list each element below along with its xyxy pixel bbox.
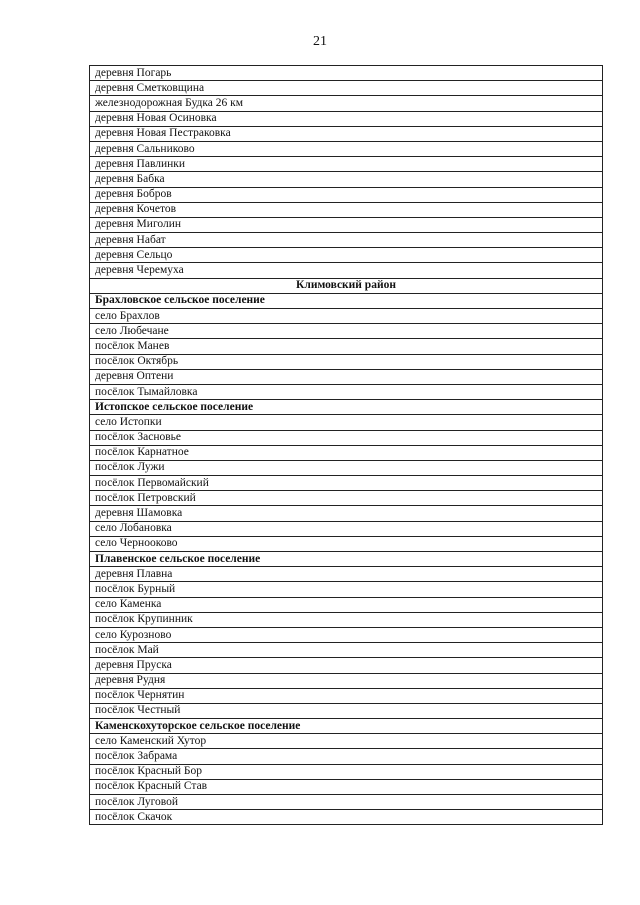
district-name: Климовский район — [90, 278, 603, 293]
settlement-name: деревня Кочетов — [90, 202, 603, 217]
settlement-row — [90, 263, 603, 278]
settlement-row — [90, 597, 603, 612]
settlement-row — [90, 749, 603, 764]
settlement-row — [90, 233, 603, 248]
settlement-row — [90, 96, 603, 111]
settlement-name: посёлок Крупинник — [90, 612, 603, 627]
settlement-row — [90, 445, 603, 460]
settlement-name: деревня Плавна — [90, 567, 603, 582]
settlement-row — [90, 354, 603, 369]
settlement-row — [90, 703, 603, 718]
settlement-row — [90, 126, 603, 141]
settlement-name: деревня Бобров — [90, 187, 603, 202]
settlement-row — [90, 795, 603, 810]
settlement-name: село Лобановка — [90, 521, 603, 536]
council-name: Брахловское сельское поселение — [90, 293, 603, 308]
settlement-name: посёлок Красный Бор — [90, 764, 603, 779]
settlement-name: деревня Бабка — [90, 172, 603, 187]
settlement-row — [90, 627, 603, 642]
settlement-name: деревня Новая Осиновка — [90, 111, 603, 126]
settlement-row — [90, 324, 603, 339]
settlement-name: село Брахлов — [90, 309, 603, 324]
settlement-name: деревня Набат — [90, 233, 603, 248]
settlement-name: посёлок Красный Став — [90, 779, 603, 794]
settlement-row — [90, 460, 603, 475]
settlement-name: деревня Сельцо — [90, 248, 603, 263]
settlement-name: посёлок Чернятин — [90, 688, 603, 703]
settlement-name: деревня Сальниково — [90, 141, 603, 156]
settlement-row — [90, 688, 603, 703]
settlement-row — [90, 339, 603, 354]
settlement-name: посёлок Забрама — [90, 749, 603, 764]
settlement-name: посёлок Май — [90, 643, 603, 658]
settlement-row — [90, 111, 603, 126]
settlement-name: деревня Рудня — [90, 673, 603, 688]
settlement-name: посёлок Бурный — [90, 582, 603, 597]
settlement-name: посёлок Октябрь — [90, 354, 603, 369]
settlement-row — [90, 172, 603, 187]
settlement-row — [90, 521, 603, 536]
district-heading-row — [90, 278, 603, 293]
settlement-row — [90, 658, 603, 673]
settlement-name: деревня Оптени — [90, 369, 603, 384]
council-name: Каменскохуторское сельское поселение — [90, 719, 603, 734]
settlement-row — [90, 415, 603, 430]
settlement-row — [90, 567, 603, 582]
settlement-name: деревня Миголин — [90, 217, 603, 232]
settlement-name: деревня Погарь — [90, 66, 603, 81]
settlement-name: посёлок Луговой — [90, 795, 603, 810]
settlement-row — [90, 643, 603, 658]
settlement-row — [90, 673, 603, 688]
settlement-row — [90, 369, 603, 384]
settlement-name: деревня Пруска — [90, 658, 603, 673]
settlement-row — [90, 810, 603, 825]
settlement-row — [90, 764, 603, 779]
settlement-council-row — [90, 400, 603, 415]
settlement-row — [90, 81, 603, 96]
settlement-name: деревня Черемуха — [90, 263, 603, 278]
settlement-row — [90, 612, 603, 627]
settlement-row — [90, 66, 603, 81]
settlement-row — [90, 248, 603, 263]
settlement-row — [90, 476, 603, 491]
settlement-name: село Каменка — [90, 597, 603, 612]
page-number: 21 — [313, 34, 327, 49]
council-name: Истопское сельское поселение — [90, 400, 603, 415]
settlement-row — [90, 506, 603, 521]
settlement-name: деревня Павлинки — [90, 157, 603, 172]
settlement-name: деревня Новая Пестраковка — [90, 126, 603, 141]
settlement-row — [90, 779, 603, 794]
settlement-row — [90, 430, 603, 445]
settlement-row — [90, 309, 603, 324]
settlement-name: посёлок Петровский — [90, 491, 603, 506]
settlement-row — [90, 491, 603, 506]
settlement-name: посёлок Лужи — [90, 460, 603, 475]
settlements-table — [89, 65, 603, 825]
settlement-name: деревня Шамовка — [90, 506, 603, 521]
settlement-name: железнодорожная Будка 26 км — [90, 96, 603, 111]
settlement-name: посёлок Скачок — [90, 810, 603, 825]
settlement-name: село Любечане — [90, 324, 603, 339]
settlements-table-body — [90, 66, 603, 825]
settlement-name: посёлок Честный — [90, 703, 603, 718]
settlement-row — [90, 582, 603, 597]
settlement-row — [90, 734, 603, 749]
settlement-name: село Истопки — [90, 415, 603, 430]
settlement-row — [90, 536, 603, 551]
settlement-row — [90, 141, 603, 156]
settlement-name: село Чернооково — [90, 536, 603, 551]
settlement-name: деревня Сметковщина — [90, 81, 603, 96]
settlement-row — [90, 187, 603, 202]
settlement-name: посёлок Манев — [90, 339, 603, 354]
council-name: Плавенское сельское поселение — [90, 552, 603, 567]
settlement-name: посёлок Тымайловка — [90, 384, 603, 399]
settlement-name: посёлок Засновье — [90, 430, 603, 445]
settlement-name: посёлок Карнатное — [90, 445, 603, 460]
settlement-row — [90, 217, 603, 232]
settlement-row — [90, 157, 603, 172]
settlement-council-row — [90, 552, 603, 567]
settlement-council-row — [90, 293, 603, 308]
settlement-name: посёлок Первомайский — [90, 476, 603, 491]
settlement-row — [90, 202, 603, 217]
settlement-council-row — [90, 719, 603, 734]
settlement-name: село Курозново — [90, 627, 603, 642]
settlement-name: село Каменский Хутор — [90, 734, 603, 749]
settlement-row — [90, 384, 603, 399]
